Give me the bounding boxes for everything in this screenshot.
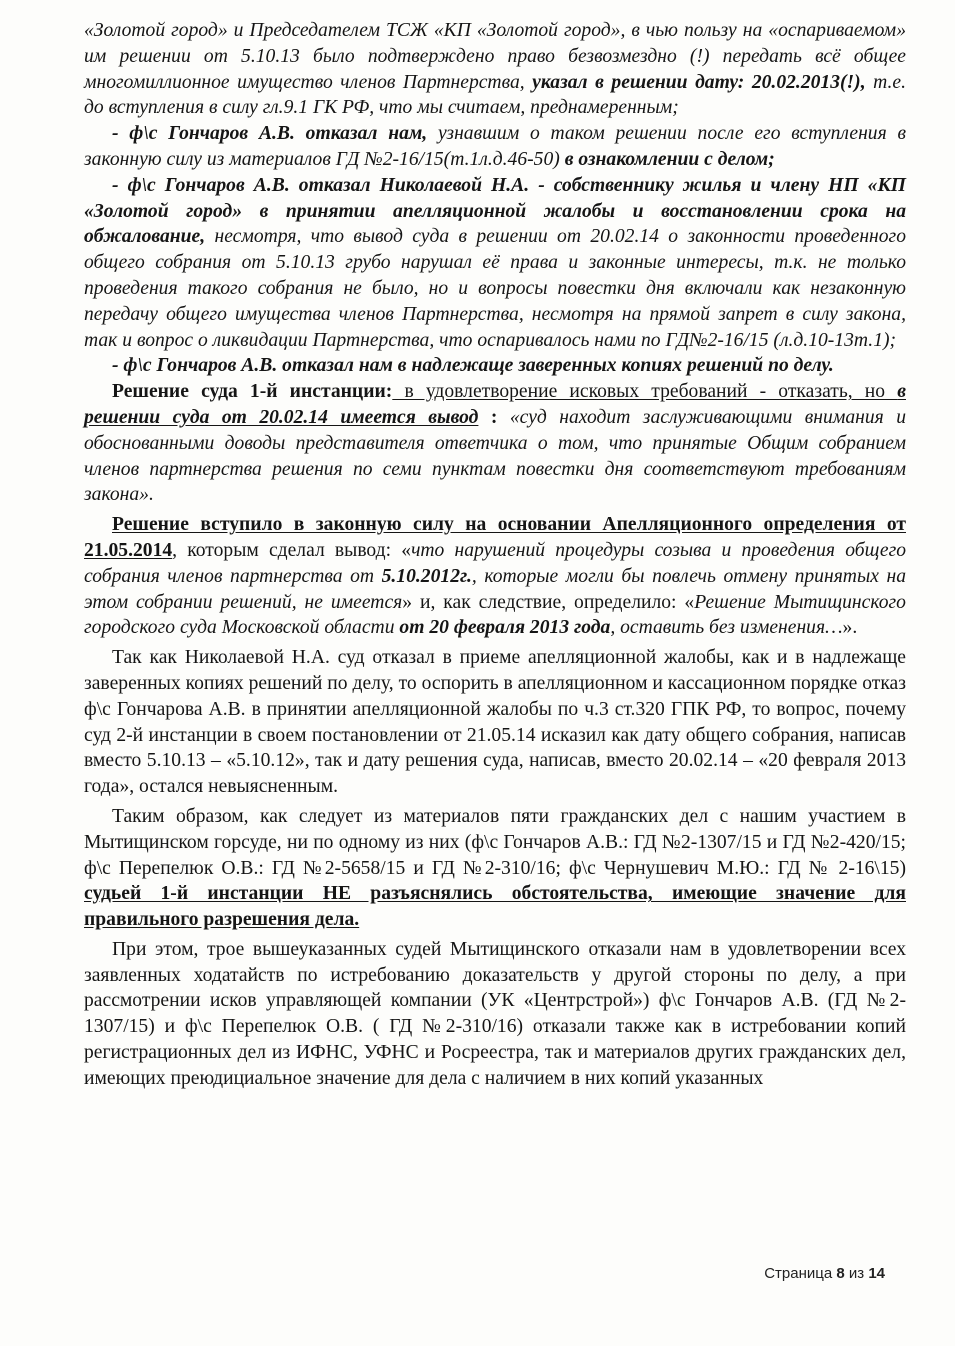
p6-text-h: от 20 февраля 2013 года (399, 617, 611, 639)
p6-text-j: ». (842, 617, 858, 639)
p7-text-a: Так как Николаевой Н.А. суд отказал в приеме апелляционной жалобы, как и в надлежаще заверенных копиях решений по делу, то оспорить в апелляционном и кассационном порядке отказ ф\с Гончарова А.В. в принятии апелляционной жалобы по ч.3 ст.320 ГПК РФ, то вопрос, почему суд 2-й инстанции в своем постановлении от 21.05.14 исказил как дату общего собрания, написав вместо 5.10.13 – «5.10.12», так и дату решения суда, написав, вместо 20.02.14 – «20 февраля 2013 года», остался невыясненным. (84, 647, 906, 798)
p5-text-b: в удовлетворение исковых требований - отказать, но (392, 381, 898, 403)
footer-current-page: 8 (836, 1265, 845, 1282)
p6-text-b: , которым сделал вывод: « (172, 539, 412, 561)
p8-text-a: Таким образом, как следует из материалов пяти гражданских дел с нашим участием в Мытищинском горсуде, ни по одному из них (ф\с Гончаров А.В.: ГД №2-1307/15 и ГД №2-420/15; ф\с Перепелюк О.В.: ГД №2-5658/15 и ГД №2-310/16; ф\с Чернушевич М.Ю.: ГД № 2-16\15) (84, 805, 906, 879)
paragraph-3 (84, 173, 906, 354)
p2-text-c: в ознакомлении с делом; (564, 148, 775, 170)
p6-text-i: , оставить без изменения… (610, 617, 843, 639)
document-body (84, 18, 906, 1092)
p2-text-b: узнавшим о таком решении после его вступления в законную силу из материалов ГД №2-16/15(т.1л.д.46-50) (84, 123, 906, 170)
paragraph-2 (84, 121, 906, 173)
paragraph-9 (84, 937, 906, 1092)
footer-middle: из (844, 1265, 869, 1282)
p4-text-a: - ф\с Гончаров А.В. отказал нам в надлежаще заверенных копиях решений по делу. (112, 355, 834, 377)
paragraph-1 (84, 18, 906, 121)
p1-text-c: т.е. до вступления в силу гл.9.1 ГК РФ, что мы считаем, преднамеренным; (84, 71, 906, 119)
paragraph-8 (84, 804, 906, 933)
p5-text-d: : (478, 406, 510, 428)
page-number-footer (764, 1265, 885, 1282)
footer-prefix: Страница (764, 1265, 837, 1282)
p9-text-a: При этом, трое вышеуказанных судей Мытищинского отказали нам в удовлетворении всех заявленных ходатайств по истребованию доказательств у другой стороны по делу, а при рассмотрении исков управляющей компании (УК «Центрстрой») ф\с Гончаров А.В. (ГД №2-1307/15) и ф\с Перепелюк О.В. ( ГД №2-310/16) отказали также как в истребовании копий регистрационных дел из ИФНС, УФНС и Росреестра, так и материалов других гражданских дел, имеющих преюдициальное значение для дела с наличием в них копий указанных (84, 938, 906, 1089)
p1-text-a: «Золотой город» и Председателем ТСЖ «КП «Золотой город», в чью пользу на «оспариваемом» им решении от 5.10.13 было подтверждено право безвозмездно (!) передать всё общее многомиллионное имущество членов Партнерства, (84, 20, 906, 93)
p6-text-e: , которые могли бы повлечь отмену принятых на этом собрании решений, не имеется (84, 565, 906, 613)
p6-text-d: 5.10.2012г. (381, 565, 472, 587)
p6-text-f: » и, как следствие, определило: « (402, 591, 695, 613)
p1-text-b: указал в решении дату: 20.02.2013(!), (532, 71, 866, 93)
p5-text-c: в решении суда от 20.02.14 имеется вывод (84, 381, 906, 428)
p6-text-c: что нарушений процедуры созыва и проведения общего собрания членов партнерства от (84, 539, 907, 587)
paragraph-5 (84, 379, 906, 508)
p2-text-a: - ф\с Гончаров А.В. отказал нам, (112, 123, 428, 145)
p5-text-a: Решение суда 1-й инстанции: (112, 381, 393, 403)
paragraph-7 (84, 645, 906, 800)
p8-text-b: судьей 1-й инстанции НЕ разъяснялись обстоятельства, имеющие значение для правильного разрешения дела. (84, 883, 906, 931)
p3-text-a: - ф\с Гончаров А.В. отказал Николаевой Н.А. - собственнику жилья и члену НП «КП «Золотой город» в принятии апелляционной жалобы и восстановлении срока на обжалование, (84, 174, 906, 248)
footer-total-pages: 14 (868, 1265, 885, 1282)
p6-text-a: Решение вступило в законную силу на основании Апелляционного определения от 21.05.2014 (84, 514, 906, 561)
paragraph-4 (84, 353, 906, 379)
p3-text-b: несмотря, что вывод суда в решении от 20.02.14 о законности проведенного общего собрания от 5.10.13 грубо нарушал её права и законные интересы, т.к. не только проведения такого собрания не было, но и вопросы повестки дня включали как незаконную передачу общего имущества членов Партнерства, несмотря на прямой запрет в силу закона, так и вопрос о ликвидации Партнерства, что оспаривалось нами по ГД№2-16/15 (л.д.10-13т.1); (84, 226, 906, 351)
p5-text-e: «суд находит заслуживающими внимания и обоснованными доводы представителя ответчика о том, что принятые Общим собранием членов партнерства решения по семи пунктам повестки дня соответствуют требованиям закона». (84, 406, 906, 506)
paragraph-6 (84, 512, 906, 641)
p6-text-g: Решение Мытищинского городского суда Московской области (84, 591, 906, 639)
